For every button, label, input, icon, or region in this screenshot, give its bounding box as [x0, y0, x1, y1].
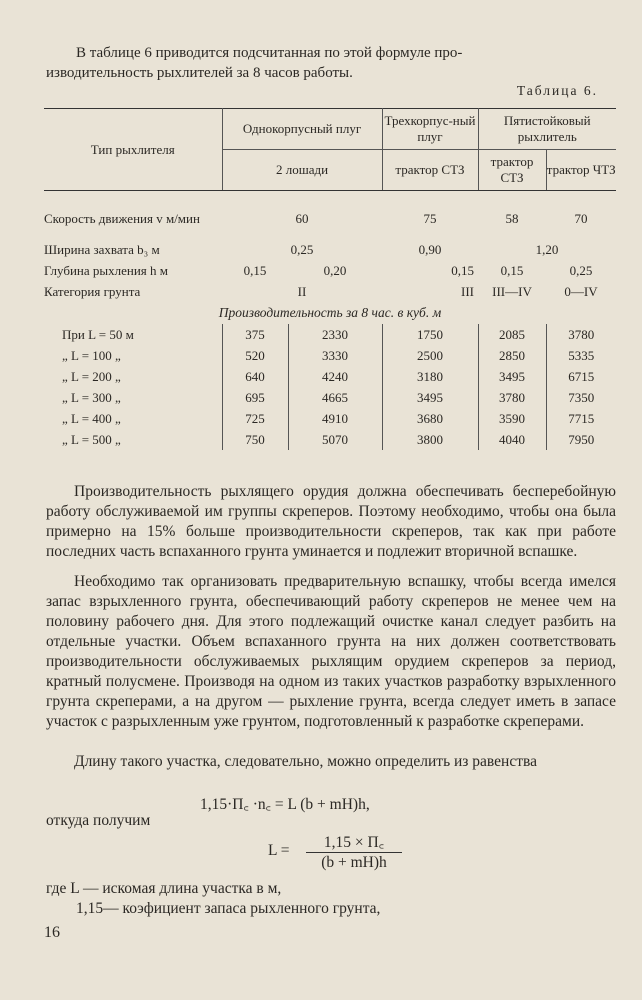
width-2: 0,90 — [418, 241, 442, 257]
depth-5: 0,25 — [569, 262, 593, 278]
productivity-table — [44, 108, 616, 450]
speed-2: 75 — [423, 211, 437, 226]
row-value: 3590 — [478, 408, 546, 429]
page-number: 16 — [44, 924, 60, 941]
param-depth: Глубина рыхления h м — [44, 262, 169, 278]
row-value: 4665 — [288, 387, 382, 408]
fraction-numerator: 1,15 × П꜀ — [306, 830, 402, 853]
row-label: „ L = 400 „ — [62, 410, 121, 426]
table-row — [44, 345, 616, 366]
speed-3: 58 — [505, 211, 519, 226]
paragraph-1: Производительность рыхлящего орудия должна обеспечивать бесперебойную работу обслуживаемой им группы скреперов. Поэтому необходимо, чтобы она была примерно на 15% больше производительности скреперов, так как при работе последних часть вспаханного грунта уминается и подлежит вторичной вспашке. — [46, 483, 616, 560]
fraction-lhs: L = — [268, 842, 290, 859]
row-value: 5335 — [546, 345, 616, 366]
soil-1: II — [297, 283, 307, 299]
width-1: 0,25 — [290, 241, 314, 257]
row-label: „ L = 100 „ — [62, 347, 121, 363]
group-three-plough: Трехкорпус-ный плуг — [382, 109, 478, 150]
row-value: 1750 — [382, 324, 478, 345]
soil-2: III — [461, 283, 474, 299]
row-value: 3495 — [382, 387, 478, 408]
type-header: Тип рыхлителя — [44, 109, 222, 191]
param-speed: Скорость движения v м/мин — [44, 211, 200, 226]
row-label: „ L = 300 „ — [62, 389, 121, 405]
whence-text: откуда получим — [46, 812, 151, 829]
row-value: 520 — [222, 345, 288, 366]
depth-1: 0,15 — [243, 262, 267, 278]
sub-chtz: трактор ЧТЗ — [546, 150, 616, 191]
row-value: 695 — [222, 387, 288, 408]
row-value: 3180 — [382, 366, 478, 387]
table-caption: Таблица 6. — [516, 83, 598, 98]
depth-2: 0,20 — [323, 262, 347, 278]
row-value: 3495 — [478, 366, 546, 387]
group-one-plough: Однокорпусный плуг — [222, 109, 382, 150]
row-value: 2850 — [478, 345, 546, 366]
speed-1: 60 — [295, 211, 309, 226]
row-value: 4040 — [478, 429, 546, 450]
row-value: 725 — [222, 408, 288, 429]
row-label: „ L = 500 „ — [62, 431, 121, 447]
param-soil: Категория грунта — [44, 283, 141, 299]
row-value: 3780 — [478, 387, 546, 408]
row-value: 4910 — [288, 408, 382, 429]
paragraph-2: Необходимо так организовать предварительную вспашку, чтобы всегда имелся запас взрыхленного грунта, обеспечивающий работу скреперов не менее чем на половину рабочего дня. Для этого подлежащий очистке канал следует разбить на отдельные участки. Объем вспаханного грунта на них должен соответствовать производительности обслуживаемых рыхлящим орудием скреперов за период, кратный полусмене. Производя на одном из таких участков разработку взрыхленного грунта скреперами, а на другом — рыхление грунта, всегда следует иметь в запасе участок с разрыхленным уже грунтом, подготовленный к разработке скреперами. — [46, 573, 616, 730]
param-width: Ширина захвата b₃ м — [44, 241, 160, 257]
row-value: 2085 — [478, 324, 546, 345]
productivity-caption: Производительность за 8 час. в куб. м — [218, 305, 442, 320]
group-five-ripper: Пятистойковый рыхлитель — [478, 109, 616, 150]
table-row — [44, 366, 616, 387]
intro-line-1: В таблице 6 приводится подсчитанная по этой формуле про- — [76, 45, 463, 61]
row-value: 4240 — [288, 366, 382, 387]
intro-line-2: изводительность рыхлителей за 8 часов работы. — [46, 65, 353, 81]
formula-equality: 1,15·П꜀ ·n꜀ = L (b + mH)h, — [200, 796, 370, 813]
row-value: 7950 — [546, 429, 616, 450]
fraction-denominator: (b + mH)h — [321, 854, 387, 871]
where-line-1: где L — искомая длина участка в м, — [46, 880, 282, 897]
row-value: 640 — [222, 366, 288, 387]
row-value: 3680 — [382, 408, 478, 429]
row-value: 750 — [222, 429, 288, 450]
sub-horses: 2 лошади — [222, 150, 382, 191]
depth-3: 0,15 — [451, 262, 474, 278]
paragraph-3: Длину такого участка, следовательно, можно определить из равенства — [74, 753, 537, 770]
row-value: 3330 — [288, 345, 382, 366]
productivity-rows — [44, 324, 616, 450]
row-value: 3800 — [382, 429, 478, 450]
width-3: 1,20 — [535, 241, 559, 257]
row-value: 6715 — [546, 366, 616, 387]
row-value: 2330 — [288, 324, 382, 345]
table-row — [44, 324, 616, 345]
row-value: 3780 — [546, 324, 616, 345]
soil-4: 0—IV — [564, 283, 598, 299]
row-value: 7350 — [546, 387, 616, 408]
where-line-2: 1,15— коэфициент запаса рыхленного грунта, — [76, 900, 381, 917]
table-row — [44, 387, 616, 408]
row-value: 2500 — [382, 345, 478, 366]
row-label: „ L = 200 „ — [62, 368, 121, 384]
row-value: 5070 — [288, 429, 382, 450]
soil-3: III—IV — [492, 283, 532, 299]
depth-4: 0,15 — [500, 262, 524, 278]
sub-stz-1: трактор СТЗ — [382, 150, 478, 191]
row-value: 7715 — [546, 408, 616, 429]
table-row — [44, 408, 616, 429]
sub-stz-2: трактор СТЗ — [478, 150, 546, 191]
table-row — [44, 429, 616, 450]
row-label: При L = 50 м — [62, 326, 134, 342]
row-value: 375 — [222, 324, 288, 345]
speed-4: 70 — [574, 211, 588, 226]
